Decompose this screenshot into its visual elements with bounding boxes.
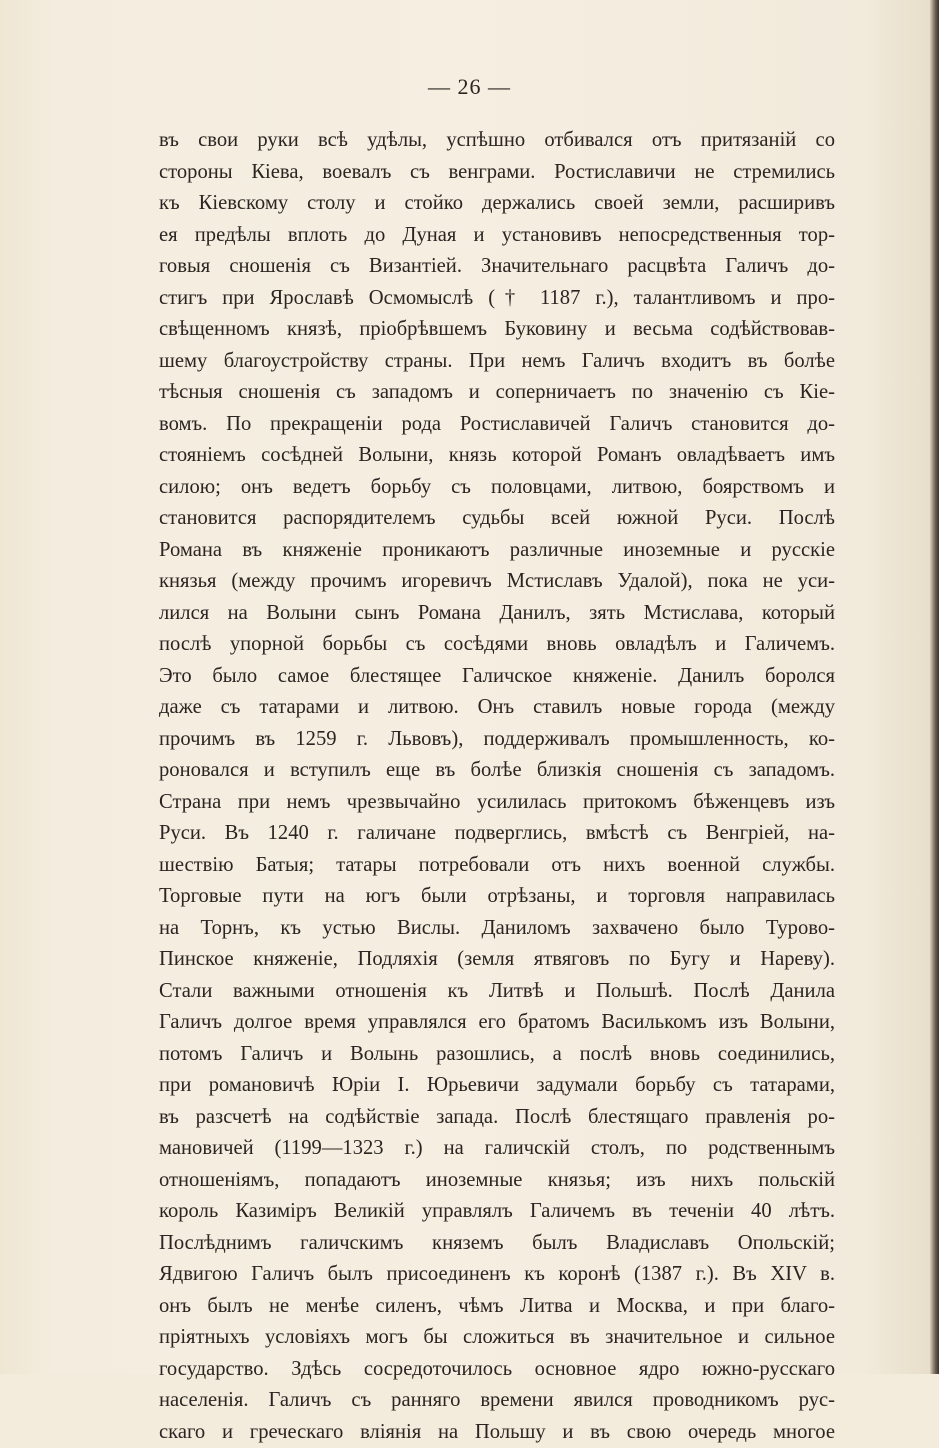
text-line: король Казиміръ Великій управлялъ Галичемъ въ теченіи 40 лѣтъ. [159,1196,835,1228]
text-line: Галичъ долгое время управлялся его братомъ Василькомъ изъ Волыни, [159,1007,835,1039]
page-edge-shadow [930,0,939,1374]
text-line: стороны Кіева, воевалъ съ венграми. Ростиславичи не стремились [159,157,835,189]
text-line: къ Кіевскому столу и стойко держались своей земли, расширивъ [159,188,835,220]
text-line: отношеніямъ, попадаютъ иноземные князья; изъ нихъ польскій [159,1165,835,1197]
text-line: въ свои руки всѣ удѣлы, успѣшно отбивался отъ притязаній со [159,125,835,157]
text-line: населенія. Галичъ съ ранняго времени явился проводникомъ рус- [159,1385,835,1417]
text-line: вомъ. По прекращеніи рода Ростиславичей Галичъ становится до- [159,409,835,441]
text-line: ея предѣлы вплоть до Дуная и установивъ непосредственныя тор- [159,220,835,252]
text-line: говыя сношенія съ Византіей. Значительнаго расцвѣта Галичъ до- [159,251,835,283]
text-line: онъ былъ не менѣе силенъ, чѣмъ Литва и Москва, и при благо- [159,1291,835,1323]
text-line: прочимъ въ 1259 г. Львовъ), поддерживалъ промышленность, ко- [159,724,835,756]
text-line: роновался и вступилъ еще въ болѣе близкія сношенія съ западомъ. [159,755,835,787]
text-line: въ разсчетѣ на содѣйствіе запада. Послѣ блестящаго правленія ро- [159,1102,835,1134]
text-line: даже съ татарами и литвою. Онъ ставилъ новые города (между [159,692,835,724]
text-line: при романовичѣ Юріи І. Юрьевичи задумали борьбу съ татарами, [159,1070,835,1102]
text-line: лился на Волыни сынъ Романа Данилъ, зять Мстислава, который [159,598,835,630]
text-line: послѣ упорной борьбы съ сосѣдями вновь овладѣлъ и Галичемъ. [159,629,835,661]
text-line: пріятныхъ условіяхъ могъ бы сложиться въ значительное и сильное [159,1322,835,1354]
text-line: на Торнъ, къ устью Вислы. Даниломъ захвачено было Турово- [159,913,835,945]
page-number: — 26 — [0,74,939,100]
body-text [159,125,835,1448]
text-line: становится распорядителемъ судьбы всей южной Руси. Послѣ [159,503,835,535]
text-line: скаго и греческаго вліянія на Польшу и въ свою очередь многое [159,1417,835,1448]
text-line: Пинское княженіе, Подляхія (земля ятвяговъ по Бугу и Нареву). [159,944,835,976]
text-line: тѣсныя сношенія съ западомъ и соперничаетъ по значенію съ Кіе- [159,377,835,409]
text-line: потомъ Галичъ и Волынь разошлись, а послѣ вновь соединились, [159,1039,835,1071]
text-line: стояніемъ сосѣдней Волыни, князь которой Романъ овладѣваетъ имъ [159,440,835,472]
text-line: Романа въ княженіе проникаютъ различные иноземные и русскіе [159,535,835,567]
text-line: Страна при немъ чрезвычайно усилилась притокомъ бѣженцевъ изъ [159,787,835,819]
text-line: стигъ при Ярославѣ Осмомыслѣ († 1187 г.), талантливомъ и про- [159,283,835,315]
text-line: государство. Здѣсь сосредоточилось основное ядро южно-русскаго [159,1354,835,1386]
text-line: свѣщенномъ князѣ, пріобрѣвшемъ Буковину и весьма содѣйствовав- [159,314,835,346]
text-line: Ядвигою Галичъ былъ присоединенъ къ коронѣ (1387 г.). Въ XIV в. [159,1259,835,1291]
text-line: силою; онъ ведетъ борьбу съ половцами, литвою, боярствомъ и [159,472,835,504]
text-line: шему благоустройству страны. При немъ Галичъ входитъ въ болѣе [159,346,835,378]
text-line: Послѣднимъ галичскимъ княземъ былъ Владиславъ Опольскій; [159,1228,835,1260]
text-line: мановичей (1199—1323 г.) на галичскій столъ, по родственнымъ [159,1133,835,1165]
text-line: Это было самое блестящее Галичское княженіе. Данилъ боролся [159,661,835,693]
text-line: князья (между прочимъ игоревичъ Мстиславъ Удалой), пока не уси- [159,566,835,598]
text-line: Торговые пути на югъ были отрѣзаны, и торговля направилась [159,881,835,913]
text-line: шествію Батыя; татары потребовали отъ нихъ военной службы. [159,850,835,882]
text-line: Стали важными отношенія къ Литвѣ и Польшѣ. Послѣ Данила [159,976,835,1008]
text-line: Руси. Въ 1240 г. галичане подверглись, вмѣстѣ съ Венгріей, на- [159,818,835,850]
